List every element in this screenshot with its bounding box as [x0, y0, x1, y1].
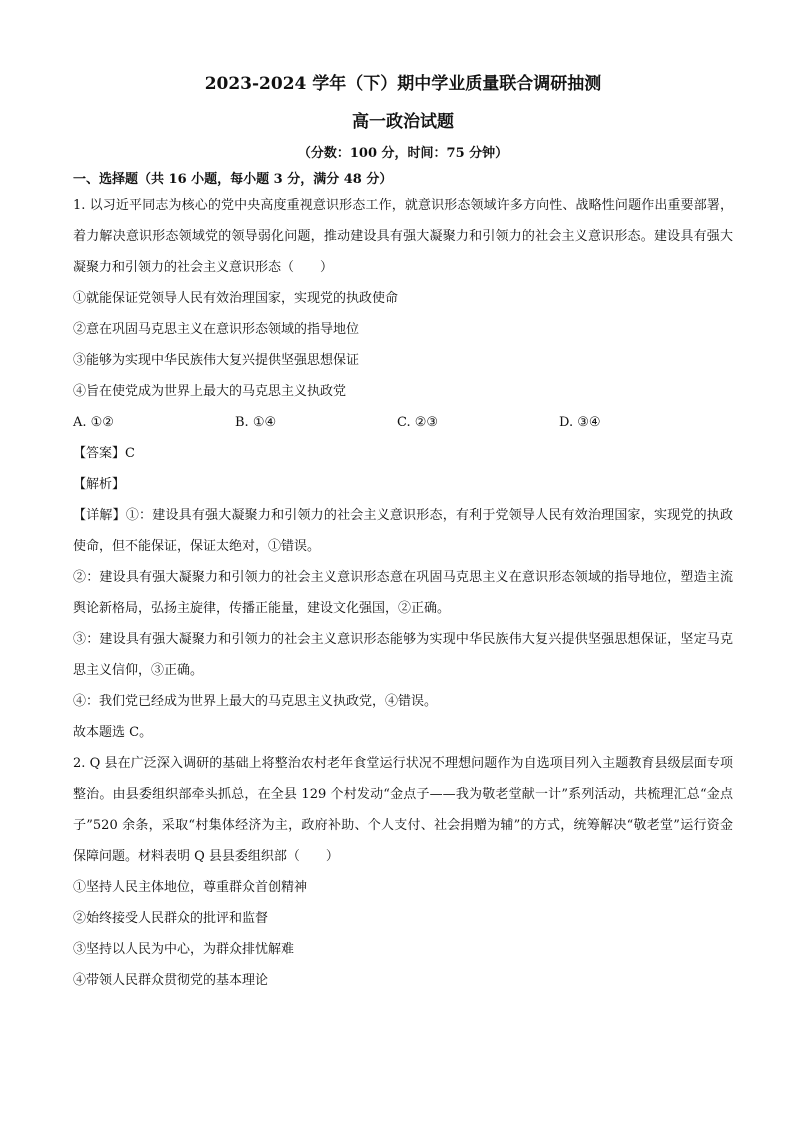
choice-a: A. ①② — [73, 415, 114, 430]
question-1-option: ③能够为实现中华民族伟大复兴提供坚强思想保证 — [73, 353, 360, 368]
choice-b: B. ①④ — [235, 415, 277, 430]
detail-paragraph: ③：建设具有强大凝聚力和引领力的社会主义意识形态能够为实现中华民族伟大复兴提供坚强思想保证，坚定马克思主义信仰，③正确。 — [73, 632, 733, 678]
detail-paragraph: ④：我们党已经成为世界上最大的马克思主义执政党，④错误。 — [73, 694, 438, 709]
section-heading: 一、选择题（共 16 小题，每小题 3 分，满分 48 分） — [73, 172, 393, 187]
exam-subtitle: 高一政治试题 — [352, 112, 454, 132]
conclusion: 故本题选 C。 — [73, 725, 153, 740]
question-2-option: ①坚持人民主体地位，尊重群众首创精神 — [73, 880, 308, 895]
question-2-stem: 2. Q 县在广泛深入调研的基础上将整治农村老年食堂运行状况不理想问题作为自选项目列入主题教育县级层面专项整治。由县委组织部牵头抓总，在全县 129 个村发动“金点子——我为敬老堂献一计”系列活动，共梳理汇总“金点子”520 余条，采取“村集体经济为主，政府补助、个人支付、社会捐赠为辅”的方式，统筹解决“敬老堂”运行资金保障问题。材料表明 Q 县县委组织部（ ） — [73, 756, 733, 864]
exam-meta: （分数：100 分，时间：75 分钟） — [297, 146, 509, 161]
question-1-option: ①就能保证党领导人民有效治理国家，实现党的执政使命 — [73, 291, 399, 306]
question-1-option: ②意在巩固马克思主义在意识形态领域的指导地位 — [73, 322, 360, 337]
detail-paragraph: ②：建设具有强大凝聚力和引领力的社会主义意识形态意在巩固马克思主义在意识形态领域的指导地位，塑造主流舆论新格局，弘扬主旋律，传播正能量，建设文化强国，②正确。 — [73, 570, 733, 616]
answer-value: C — [125, 446, 135, 461]
question-2-option: ②始终接受人民群众的批评和监督 — [73, 911, 269, 926]
question-2-option: ④带领人民群众贯彻党的基本理论 — [73, 973, 269, 988]
exam-page — [73, 68, 733, 996]
detail-label: 【详解】 — [73, 508, 126, 523]
detail-text: ①：建设具有强大凝聚力和引领力的社会主义意识形态，有利于党领导人民有效治理国家，实现党的执政使命，但不能保证，保证太绝对，①错误。 — [73, 508, 733, 554]
detail-paragraph — [73, 500, 733, 562]
exam-title: 2023-2024 学年（下）期中学业质量联合调研抽测 — [204, 74, 602, 94]
analysis-label: 【解析】 — [73, 477, 126, 492]
answer-label: 【答案】 — [73, 446, 126, 461]
question-1-choices — [73, 407, 733, 438]
question-1-stem: 1. 以习近平同志为核心的党中央高度重视意识形态工作，就意识形态领域许多方向性、战略性问题作出重要部署，着力解决意识形态领域党的领导弱化问题，推动建设具有强大凝聚力和引领力的社会主义意识形态。建设具有强大凝聚力和引领力的社会主义意识形态（ ） — [73, 198, 733, 275]
choice-d: D. ③④ — [559, 415, 601, 430]
answer-line — [73, 438, 733, 469]
choice-c: C. ②③ — [397, 415, 439, 430]
question-1-option: ④旨在使党成为世界上最大的马克思主义执政党 — [73, 384, 347, 399]
question-2-option: ③坚持以人民为中心，为群众排忧解难 — [73, 942, 295, 957]
